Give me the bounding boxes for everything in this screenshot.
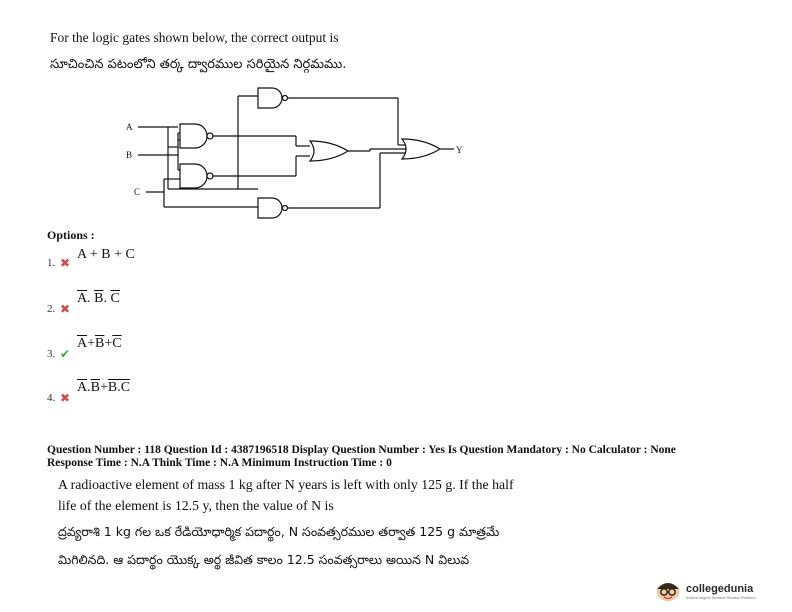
expression-term: A + B + C	[77, 247, 135, 262]
nand-gate-1	[180, 124, 207, 148]
overlined-term: B.C	[107, 380, 131, 395]
logo-tagline: India's largest Student Review Platform	[686, 594, 756, 600]
input-label-c: C	[134, 187, 141, 197]
input-label-a: A	[126, 122, 133, 132]
option-number: 3.	[47, 348, 56, 360]
overlined-term: $\overline{A}$	[77, 336, 88, 351]
input-label-b: B	[126, 150, 133, 160]
expression-term: +	[104, 336, 113, 351]
next-question-line-2: life of the element is 12.5 y, then the value of N is	[58, 498, 334, 513]
option-expression	[77, 336, 122, 352]
options-heading: Options :	[47, 228, 95, 242]
check-icon: ✔	[60, 347, 71, 361]
overlined-term: $\overline{B}$	[90, 380, 100, 395]
option-number: 1.	[47, 257, 56, 269]
collegedunia-logo	[653, 580, 756, 602]
next-question-telugu-line-2: మిగిలినది. ఆ పదార్థం యొక్క అర్థ జీవిత కాలం 12.5 సంవత్సరాలు అయిన N విలువ	[58, 552, 470, 567]
mascot-icon	[653, 580, 683, 602]
overlined-term: $\overline{C}$	[110, 291, 120, 306]
expression-term: .	[87, 380, 91, 395]
option-expression	[77, 380, 130, 396]
nand-gate-4	[258, 198, 282, 218]
nand-gate-3	[258, 88, 282, 108]
or-gate-1	[310, 141, 348, 161]
next-question-telugu-line-1: ద్రవ్యరాశి 1 kg గల ఒక రేడియోధార్మిక పదార్థం, N సంవత్సరముల తర్వాత 125 g మాత్రమే	[58, 524, 500, 539]
expression-term: .	[103, 291, 111, 306]
next-question-text	[58, 474, 514, 516]
overlined-term: $\overline{B}$	[95, 336, 105, 351]
overlined-term: $\overline{C}$	[112, 336, 122, 351]
option-number: 2.	[47, 303, 56, 315]
question-text: For the logic gates shown below, the correct output is	[50, 30, 339, 45]
cross-icon: ✖	[60, 302, 71, 316]
or-gate-2	[402, 139, 440, 159]
metadata-line-1: Question Number : 118 Question Id : 4387196518 Display Question Number : Yes Is Question Mandatory : No Calculator : None	[47, 444, 676, 456]
option-expression	[77, 291, 120, 307]
question-metadata	[47, 444, 676, 470]
expression-term: +	[87, 336, 96, 351]
output-label-y: Y	[456, 145, 463, 155]
overlined-term: $\overline{A}$	[77, 291, 88, 306]
logo-wordmark: collegedunia	[686, 582, 754, 595]
nand-gate-2	[180, 164, 207, 188]
expression-term: +	[99, 380, 108, 395]
expression-term: .	[87, 291, 95, 306]
question-text-telugu: సూచించిన పటంలోని తర్క ద్వారముల సరియైన నిర్గమము.	[50, 57, 347, 72]
option-expression	[77, 247, 135, 263]
next-question-line-1: A radioactive element of mass 1 kg after N years is left with only 125 g. If the half	[58, 477, 514, 492]
overlined-term: $\overline{B}$	[94, 291, 104, 306]
cross-icon: ✖	[60, 256, 71, 270]
metadata-line-2: Response Time : N.A Think Time : N.A Minimum Instruction Time : 0	[47, 457, 392, 469]
cross-icon: ✖	[60, 391, 71, 405]
logic-circuit-diagram	[120, 84, 463, 224]
option-number: 4.	[47, 392, 56, 404]
overlined-term: $\overline{A}$	[77, 380, 88, 395]
